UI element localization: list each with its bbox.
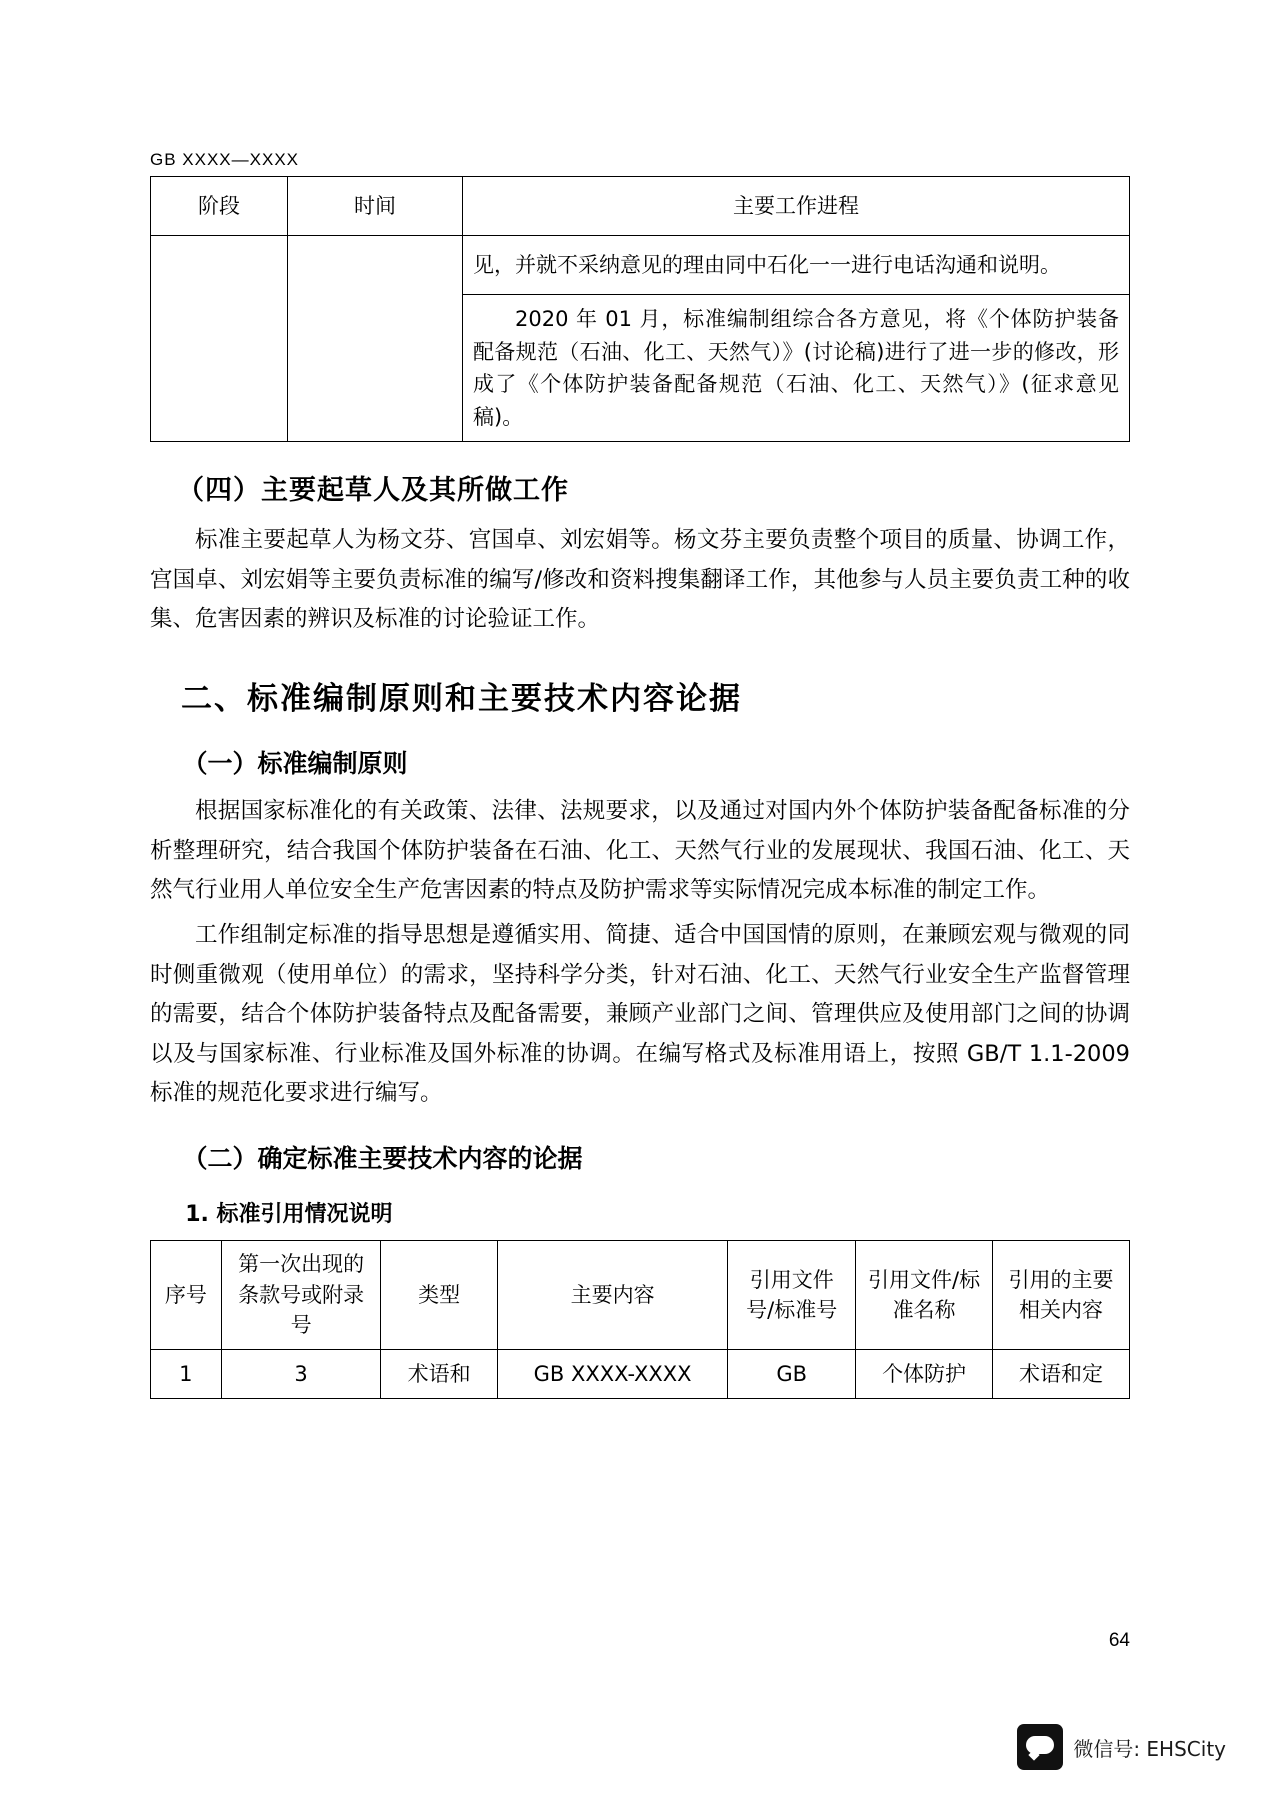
table-header-row [151, 1241, 1130, 1349]
cell-doc-name: 个体防护 [856, 1349, 993, 1399]
table-row [151, 236, 1130, 295]
watermark-label: 微信号: EHSCity [1073, 1736, 1226, 1761]
column-header-stage: 阶段 [151, 177, 288, 236]
table-header-row [151, 177, 1130, 236]
column-header-doc-no: 引用文件号/标准号 [728, 1241, 856, 1349]
page-number: 64 [1108, 1630, 1130, 1651]
cell-type: 术语和 [381, 1349, 497, 1399]
column-header-clause: 第一次出现的条款号或附录号 [221, 1241, 381, 1349]
paragraph-principle-1: 根据国家标准化的有关政策、法律、法规要求，以及通过对国内外个体防护装备配备标准的分析整理研究，结合我国个体防护装备在石油、化工、天然气行业的发展现状、我国石油、化工、天然气行业用人单位安全生产危害因素的特点及防护需求等实际情况完成本标准的制定工作。 [150, 798, 1130, 904]
page-content [150, 150, 1130, 1399]
column-header-no: 序号 [151, 1241, 222, 1349]
cell-progress: 见，并就不采纳意见的理由同中石化一一进行电话沟通和说明。 [463, 236, 1130, 295]
cell-no: 1 [151, 1349, 222, 1399]
column-header-related: 引用的主要相关内容 [993, 1241, 1130, 1349]
column-header-doc-name: 引用文件/标准名称 [856, 1241, 993, 1349]
column-header-time: 时间 [288, 177, 463, 236]
cell-stage [151, 236, 288, 442]
heading-principles: （一）标准编制原则 [182, 749, 408, 779]
column-header-type: 类型 [381, 1241, 497, 1349]
column-header-content: 主要内容 [497, 1241, 727, 1349]
citation-table [150, 1240, 1130, 1399]
heading-technical-basis: （二）确定标准主要技术内容的论据 [182, 1144, 583, 1174]
watermark [1017, 1724, 1226, 1770]
heading-section-two: 二、标准编制原则和主要技术内容论据 [181, 681, 742, 718]
cell-content: GB XXXX-XXXX [497, 1349, 727, 1399]
schedule-table [150, 176, 1130, 442]
heading-citation-note: 1. 标准引用情况说明 [185, 1202, 393, 1228]
paragraph-principle-2: 工作组制定标准的指导思想是遵循实用、简捷、适合中国国情的原则，在兼顾宏观与微观的同时侧重微观（使用单位）的需求，坚持科学分类，针对石油、化工、天然气行业安全生产监督管理的需要，结合个体防护装备特点及配备需要，兼顾产业部门之间、管理供应及使用部门之间的协调以及与国家标准、行业标准及国外标准的协调。在编写格式及标准用语上，按照 GB/T 1.1-2009 标准的规范化要求进行编写。 [150, 922, 1130, 1106]
table-row [151, 1349, 1130, 1399]
paragraph-drafters: 标准主要起草人为杨文芬、宫国卓、刘宏娟等。杨文芬主要负责整个项目的质量、协调工作，宫国卓、刘宏娟等主要负责标准的编写/修改和资料搜集翻译工作，其他参与人员主要负责工种的收集、危害因素的辨识及标准的讨论验证工作。 [150, 527, 1130, 632]
wechat-icon [1017, 1724, 1063, 1770]
heading-drafters: （四）主要起草人及其所做工作 [177, 475, 569, 507]
column-header-progress: 主要工作进程 [463, 177, 1130, 236]
cell-doc-no: GB [728, 1349, 856, 1399]
document-header-code: GB XXXX—XXXX [150, 150, 299, 169]
cell-progress: 2020 年 01 月，标准编制组综合各方意见，将《个体防护装备配备规范（石油、化工、天然气）》(讨论稿)进行了进一步的修改，形成了《个体防护装备配备规范（石油、化工、天然气）》(征求意见稿)。 [463, 295, 1130, 442]
cell-clause: 3 [221, 1349, 381, 1399]
cell-time [288, 236, 463, 442]
cell-related: 术语和定 [993, 1349, 1130, 1399]
